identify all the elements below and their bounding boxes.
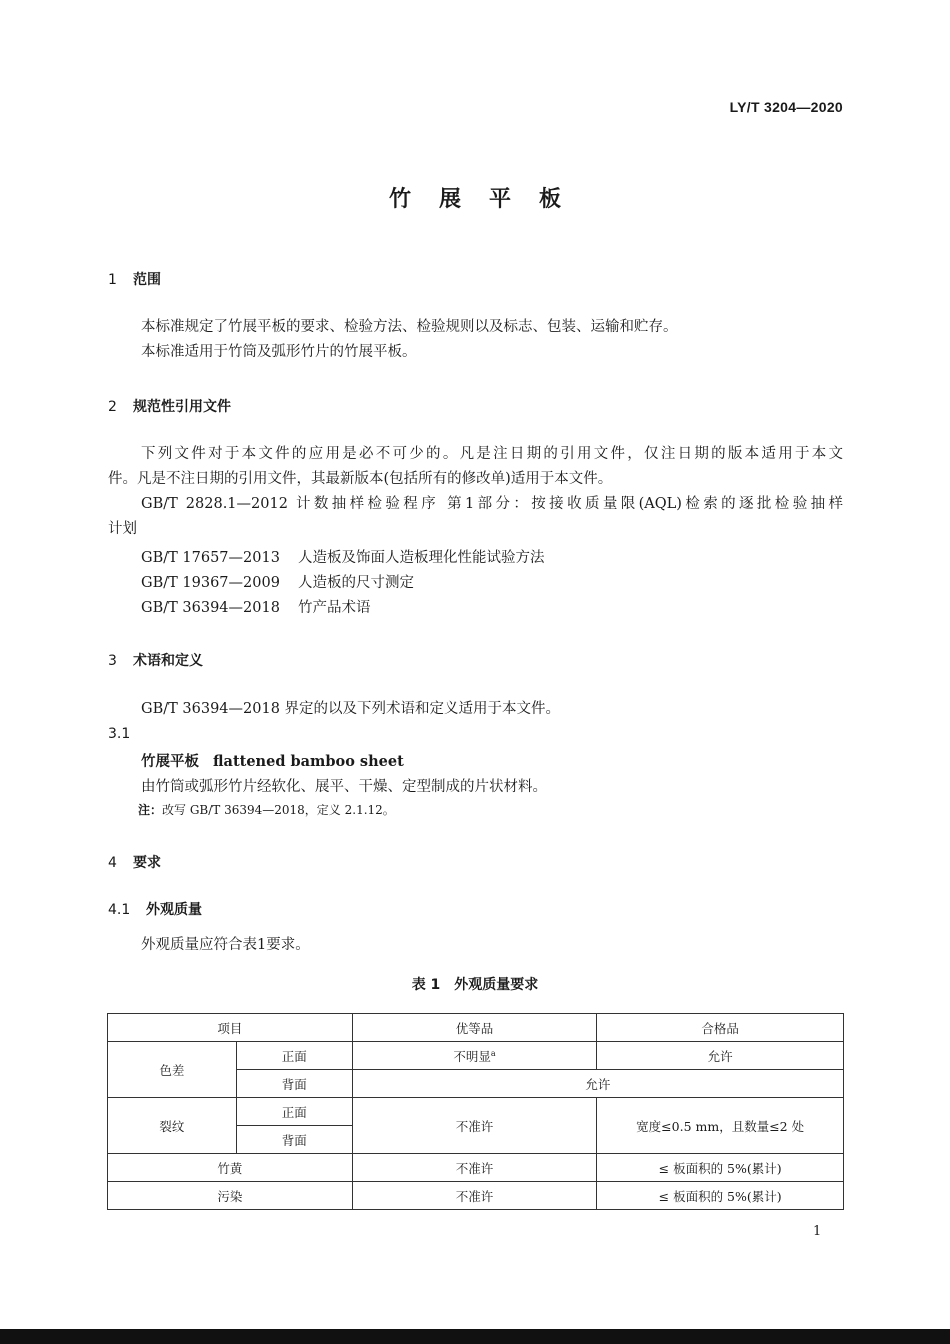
section-title: 规范性引用文件 [133,399,231,415]
section-4-1-paragraph: 外观质量应符合表1要求。 [141,937,310,953]
table-row [108,1182,844,1210]
table-caption: 表 1 外观质量要求 [411,977,539,993]
cell-qualified: ≤ 板面积的 5%(累计) [597,1182,844,1210]
table-row [108,1154,844,1182]
row-sublabel-front: 正面 [236,1042,352,1070]
section-number: 3 [108,653,117,669]
cell-superior: 不准许 [352,1154,597,1182]
note-text: 改写 GB/T 36394—2018，定义 2.1.12。 [162,803,395,817]
cell-text: 不明显 [453,1048,491,1064]
reference-name: 竹产品术语 [298,600,371,616]
reference-gbt2828-line-1: GB/T 2828.1—2012 计数抽样检验程序 第1部分：按接收质量限(AQL)检索的逐批检验抽样 [141,496,843,512]
section-2-intro-line-1: 下列文件对于本文件的应用是必不可少的。凡是注日期的引用文件，仅注日期的版本适用于本文 [141,446,843,462]
reference-code: GB/T 36394—2018 [141,600,280,616]
section-title: 范围 [133,272,161,288]
term-note [138,801,395,818]
reference-name: 人造板及饰面人造板理化性能试验方法 [298,550,545,566]
subsection-number: 4.1 [108,902,131,918]
row-sublabel-back: 背面 [236,1070,352,1098]
row-label-color-difference: 色差 [108,1042,237,1098]
subsection-title: 外观质量 [146,902,202,918]
section-3-heading [108,650,203,670]
row-sublabel-front: 正面 [236,1098,352,1126]
cell-superior [352,1042,597,1070]
footnote-mark: a [490,1048,496,1058]
row-label-bamboo-yellow: 竹黄 [108,1154,353,1182]
table-header-row [108,1014,844,1042]
row-label-stain: 污染 [108,1182,353,1210]
cell-qualified: 允许 [597,1042,844,1070]
section-title: 要求 [133,855,161,871]
section-2-intro-line-2: 件。凡是不注日期的引用文件，其最新版本(包括所有的修改单)适用于本文件。 [108,471,613,487]
cell-superior: 不准许 [352,1182,597,1210]
section-number: 4 [108,855,117,871]
standard-code: LY/T 3204—2020 [729,99,843,115]
note-label: 注： [138,803,163,817]
reference-code: GB/T 17657—2013 [141,550,280,566]
term-chinese: 竹展平板 [141,754,199,770]
reference-name: 人造板的尺寸测定 [298,575,414,591]
reference-gbt2828-line-2: 计划 [108,521,137,537]
subsection-4-1-heading [108,899,202,919]
cell-superior: 不准许 [352,1098,597,1154]
table-row [108,1098,844,1126]
page-title: 竹展平板 [388,187,589,212]
section-1-paragraph-2: 本标准适用于竹筒及弧形竹片的竹展平板。 [141,344,417,360]
term-definition: 由竹筒或弧形竹片经软化、展平、干燥、定型制成的片状材料。 [141,779,547,795]
term-english: flattened bamboo sheet [213,753,404,770]
header-qualified: 合格品 [597,1014,844,1042]
section-number: 2 [108,399,117,415]
section-1-paragraph-1: 本标准规定了竹展平板的要求、检验方法、检验规则以及标志、包装、运输和贮存。 [141,319,678,335]
term-entry [141,750,404,771]
cell-merged: 允许 [352,1070,843,1098]
reference-item [141,571,414,592]
header-superior: 优等品 [352,1014,597,1042]
page-number: 1 [813,1224,822,1239]
section-2-heading [108,396,231,416]
row-sublabel-back: 背面 [236,1126,352,1154]
bottom-border-bar [0,1329,950,1344]
subsection-number-3-1: 3.1 [108,726,131,742]
section-4-heading [108,852,161,872]
section-number: 1 [108,272,117,288]
appearance-quality-table [107,1013,844,1210]
cell-qualified: ≤ 板面积的 5%(累计) [597,1154,844,1182]
reference-item [141,596,371,617]
cell-qualified: 宽度≤0.5 mm，且数量≤2 处 [597,1098,844,1154]
header-item: 项目 [108,1014,353,1042]
table-row [108,1042,844,1070]
section-title: 术语和定义 [133,653,203,669]
section-3-intro: GB/T 36394—2018 界定的以及下列术语和定义适用于本文件。 [141,701,561,717]
reference-code: GB/T 19367—2009 [141,575,280,591]
reference-item [141,546,545,567]
section-1-heading [108,269,161,289]
row-label-crack: 裂纹 [108,1098,237,1154]
